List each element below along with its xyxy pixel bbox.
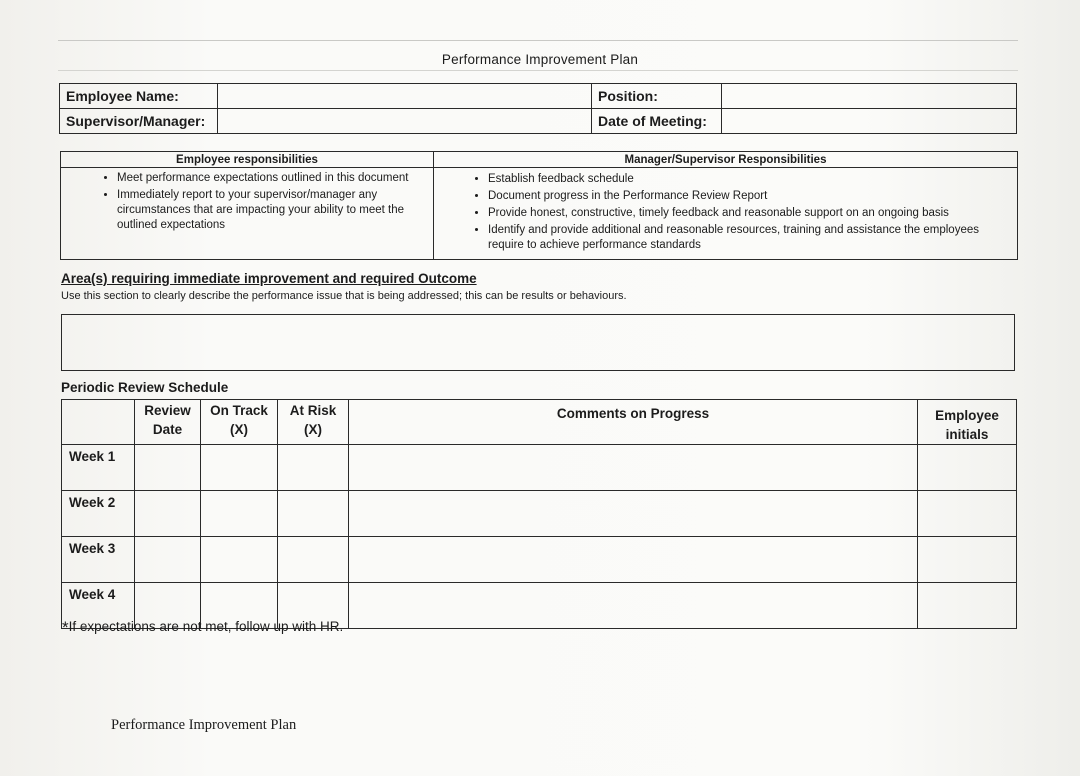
at-risk-cell[interactable]: [278, 537, 349, 583]
improvement-heading: Area(s) requiring immediate improvement and required Outcome: [61, 271, 477, 286]
date-of-meeting-label: Date of Meeting:: [592, 109, 722, 134]
top-rule: [58, 40, 1018, 41]
comments-header: Comments on Progress: [349, 400, 918, 445]
improvement-text-area[interactable]: [61, 314, 1015, 371]
on-track-cell[interactable]: [201, 537, 278, 583]
comments-cell[interactable]: [349, 491, 918, 537]
review-date-header: Review Date: [135, 400, 201, 445]
week-label: Week 4: [62, 583, 135, 629]
comments-cell[interactable]: [349, 445, 918, 491]
review-schedule-heading: Periodic Review Schedule: [61, 380, 229, 395]
date-of-meeting-field[interactable]: [722, 109, 1017, 134]
review-date-cell[interactable]: [135, 491, 201, 537]
initials-cell[interactable]: [918, 491, 1017, 537]
review-date-cell[interactable]: [135, 537, 201, 583]
page-footer: Performance Improvement Plan: [111, 717, 297, 733]
note-text: If expectations are not met, follow up with HR.: [68, 619, 344, 634]
week-label: Week 1: [62, 445, 135, 491]
comments-cell[interactable]: [349, 537, 918, 583]
title-rule: [58, 70, 1018, 71]
initials-cell[interactable]: [918, 537, 1017, 583]
employee-name-label: Employee Name:: [60, 84, 218, 109]
responsibilities-table: [60, 151, 1018, 260]
manager-responsibility-item: • Identify and provide additional and reasonable resources, training and assistance the employees require to achieve performance standards: [488, 223, 1011, 253]
employee-initials-header: Employee initials: [918, 400, 1017, 445]
hr-note: [62, 618, 343, 638]
employee-info-table: [59, 83, 1017, 134]
week-label: Week 2: [62, 491, 135, 537]
initials-cell[interactable]: [918, 445, 1017, 491]
employee-responsibility-item: • Meet performance expectations outlined in this document: [117, 171, 427, 186]
table-row: [62, 491, 1017, 537]
at-risk-cell[interactable]: [278, 445, 349, 491]
on-track-header: On Track (X): [201, 400, 278, 445]
manager-responsibilities-cell: [434, 168, 1018, 260]
supervisor-field[interactable]: [218, 109, 592, 134]
table-row: [62, 445, 1017, 491]
employee-name-field[interactable]: [218, 84, 592, 109]
manager-responsibility-item: • Provide honest, constructive, timely feedback and reasonable support on an ongoing basis: [488, 206, 1011, 221]
position-label: Position:: [592, 84, 722, 109]
at-risk-header: At Risk (X): [278, 400, 349, 445]
document-title: Performance Improvement Plan: [441, 52, 639, 67]
on-track-cell[interactable]: [201, 491, 278, 537]
review-schedule-table: [61, 399, 1017, 629]
on-track-cell[interactable]: [201, 445, 278, 491]
initials-cell[interactable]: [918, 583, 1017, 629]
employee-responsibilities-header: Employee responsibilities: [61, 152, 434, 168]
employee-responsibility-item: • Immediately report to your supervisor/manager any circumstances that are impacting your ability to meet the outlined expectations: [117, 188, 427, 233]
employee-responsibilities-cell: [61, 168, 434, 260]
week-column-header: [62, 400, 135, 445]
review-date-cell[interactable]: [135, 445, 201, 491]
at-risk-cell[interactable]: [278, 491, 349, 537]
week-label: Week 3: [62, 537, 135, 583]
supervisor-label: Supervisor/Manager:: [60, 109, 218, 134]
manager-responsibility-item: • Document progress in the Performance Review Report: [488, 189, 1011, 204]
manager-responsibility-item: • Establish feedback schedule: [488, 172, 1011, 187]
comments-cell[interactable]: [349, 583, 918, 629]
table-row: [62, 537, 1017, 583]
manager-responsibilities-header: Manager/Supervisor Responsibilities: [434, 152, 1018, 168]
position-field[interactable]: [722, 84, 1017, 109]
note-asterisk: *: [62, 618, 69, 637]
improvement-instructions: Use this section to clearly describe the performance issue that is being addressed; this can be results or behaviours.: [61, 290, 627, 302]
